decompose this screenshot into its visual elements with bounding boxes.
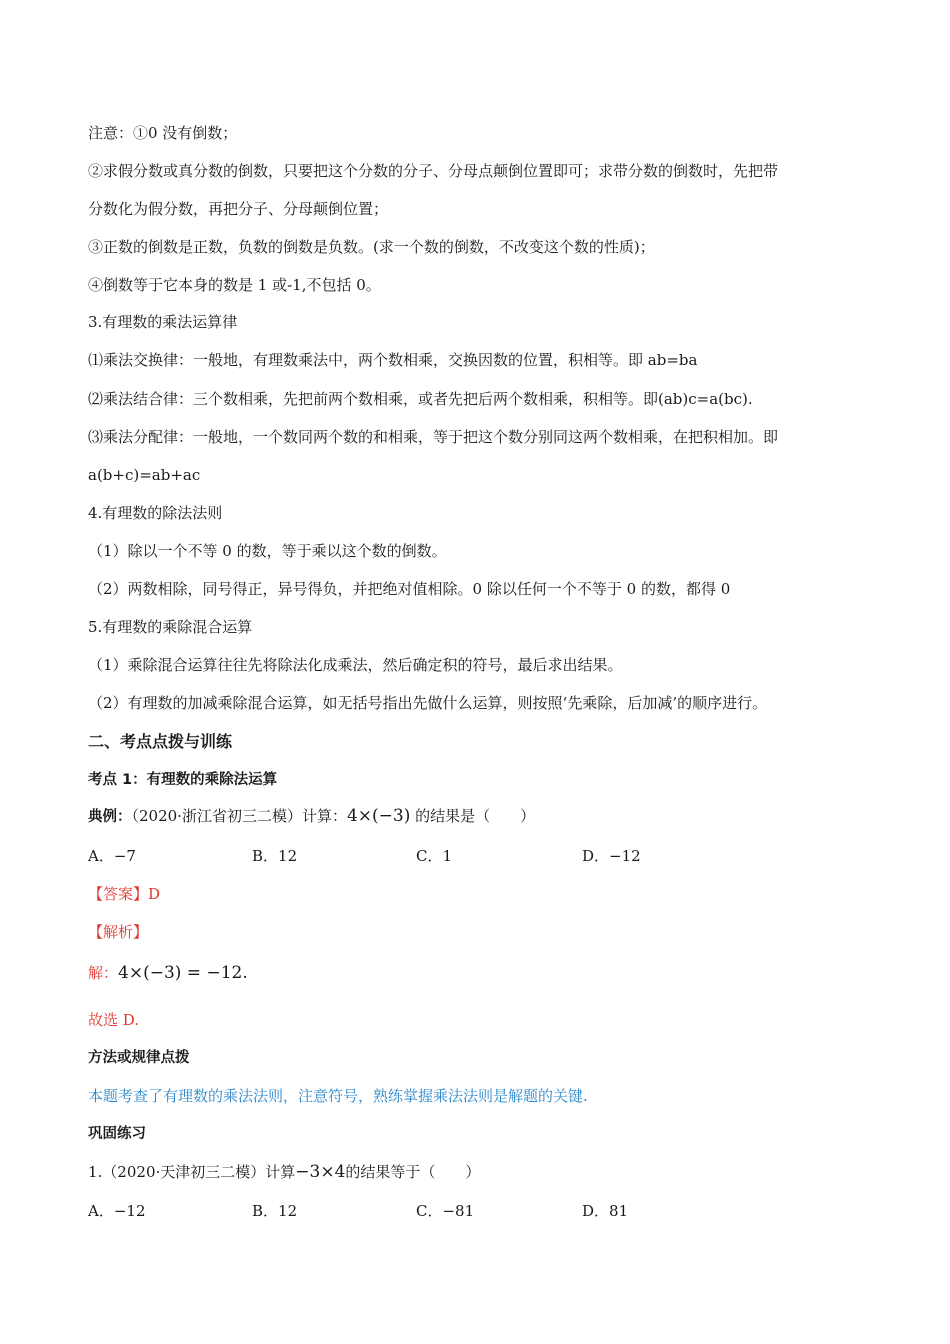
section-4-title: 4.有理数的除法法则 [88,504,223,522]
practice-option-d: D．81 [582,1202,629,1220]
solution-line [88,963,868,983]
example-question [88,806,868,827]
division-rule-1: （1）除以一个不等 0 的数，等于乘以这个数的倒数。 [88,542,447,560]
practice-option-c: C．−81 [416,1202,475,1220]
note-2-line-1: ②求假分数或真分数的倒数，只要把这个分数的分子、分母点颠倒位置即可；求带分数的倒数时，先把带 [88,162,779,180]
part-2-title: 二、考点点拨与训练 [88,732,233,751]
example-tail: 的结果是（ ） [410,807,536,825]
example-source: （2020·浙江省初三二模）计算： [131,807,347,825]
example-option-a: A．−7 [88,847,136,865]
note-1: 注意：①0 没有倒数； [88,124,238,142]
method-text: 本题考查了有理数的乘法法则，注意符号，熟练掌握乘法法则是解题的关键. [88,1087,588,1105]
example-expression: 4×(−3) [346,806,411,826]
solution-label: 解： [88,964,119,982]
example-label: 典例： [88,809,132,825]
division-rule-2: （2）两数相除，同号得正，异号得负，并把绝对值相除。0 除以任何一个不等于 0 的数，都得 0 [88,580,731,598]
mixed-rule-2: （2）有理数的加减乘除混合运算，如无括号指出先做什么运算，则按照‘先乘除，后加减’的顺序进行。 [88,694,768,712]
practice-option-a: A．−12 [88,1202,146,1220]
note-3: ③正数的倒数是正数，负数的倒数是负数。(求一个数的倒数，不改变这个数的性质)； [88,238,655,256]
distributive-law-line-2: a(b+c)=ab+ac [88,466,201,484]
section-5-title: 5.有理数的乘除混合运算 [88,618,253,636]
practice-q1-head: 1.（2020·天津初三二模）计算 [88,1163,296,1181]
practice-question-1 [88,1162,868,1182]
example-option-b: B．12 [252,847,298,865]
practice-title: 巩固练习 [88,1126,146,1142]
practice-q1-expression: −3×4 [295,1162,346,1182]
kaodian-1-title: 考点 1：有理数的乘除法运算 [88,772,278,788]
solution-expression: 4×(−3) = −12. [118,963,248,983]
note-2-line-2: 分数化为假分数，再把分子、分母颠倒位置； [88,200,389,218]
method-title: 方法或规律点拨 [88,1050,190,1066]
analysis-label: 【解析】 [88,923,149,941]
associative-law: ⑵乘法结合律：三个数相乘，先把前两个数相乘，或者先把后两个数相乘，积相等。即(ab)c=a(bc). [88,390,753,408]
section-3-title: 3.有理数的乘法运算律 [88,313,238,331]
practice-q1-tail: 的结果等于（ ） [345,1163,481,1181]
answer-label: 【答案】D [88,885,161,903]
note-4: ④倒数等于它本身的数是 1 或-1,不包括 0。 [88,276,381,294]
distributive-law-line-1: ⑶乘法分配律：一般地，一个数同两个数的和相乘，等于把这个数分别同这两个数相乘，在把积相加。即 [88,428,779,446]
example-option-c: C．1 [416,847,453,865]
commutative-law: ⑴乘法交换律：一般地，有理数乘法中，两个数相乘，交换因数的位置，积相等。即 ab=ba [88,351,698,369]
mixed-rule-1: （1）乘除混合运算往往先将除法化成乘法，然后确定积的符号，最后求出结果。 [88,656,623,674]
conclusion: 故选 D. [88,1011,140,1029]
example-option-d: D．−12 [582,847,641,865]
practice-option-b: B．12 [252,1202,298,1220]
